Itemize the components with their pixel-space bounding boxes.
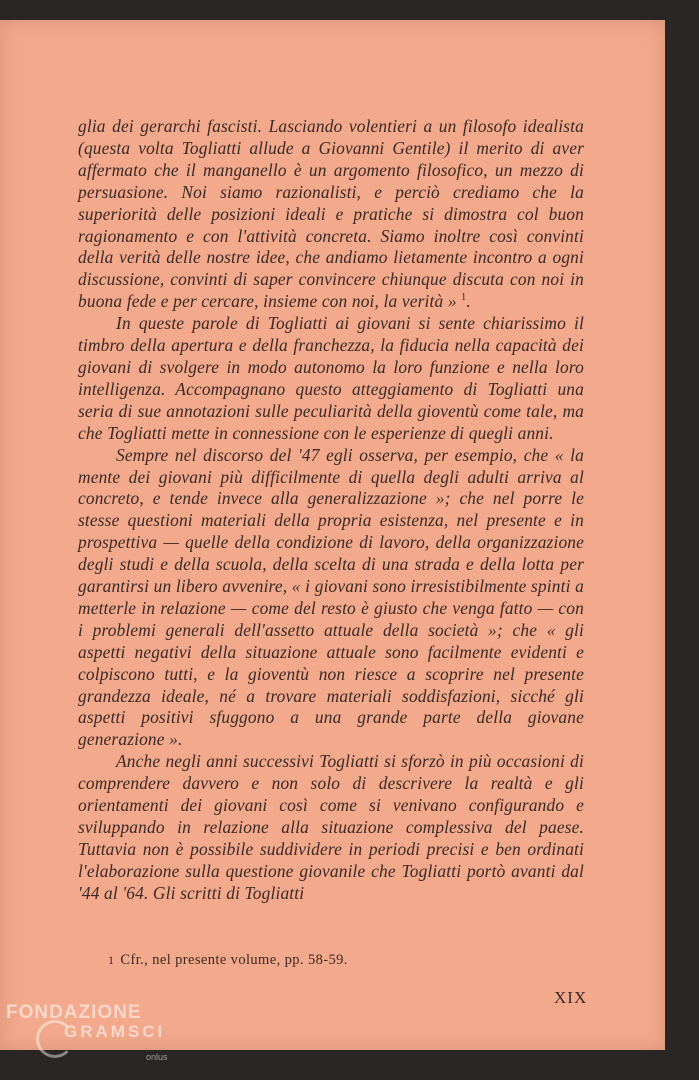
book-page xyxy=(0,20,665,1050)
page-number: XIX xyxy=(554,988,588,1007)
watermark-suffix: onlus xyxy=(146,1052,168,1062)
footnote xyxy=(108,952,588,969)
footnote-number: 1 xyxy=(108,953,115,967)
paragraph-1: glia dei gerarchi fascisti. Lasciando volentieri a un filosofo idealista (questa volta Togliatti allude a Giovanni Gentile) il merito di aver affermato che il manganello è un argomento filosofico, un mezzo di persuasione. Noi siamo razionalisti, e perciò crediamo che la superiorità delle posizioni ideali e pratiche si dimostra col buon ragionamento e con l'attività concreta. Siamo inoltre così convinti della verità delle nostre idee, che andiamo lietamente incontro a ogni discussione, convinti di saper convincere chiunque discuta con noi in buona fede e per cercare, insieme con noi, la verità » $^1$. xyxy=(78,116,584,312)
paragraph-3: Sempre nel discorso del '47 egli osserva, per esempio, che « la mente dei giovani più difficilmente di quella degli adulti arriva al concreto, e tende invece alla generalizzazione »; che nel porre le stesse questioni materiali della propria esistenza, nel presente e in prospettiva — quelle della condizione di lavoro, della organizzazione degli studi e della scuola, della scelta di una strada e della lotta per garantirsi un libero avvenire, « i giovani sono irresistibilmente spinti a metterle in relazione — come del resto è giusto che venga fatto — con i problemi generali dell'assetto attuale della società »; che « gli aspetti negativi della situazione attuale sono facilmente evidenti e colpiscono tutti, e la gioventù non riesce a scoprire nel presente grandezza ideale, né a trovare materiali soddisfazioni, sicché gli aspetti positivi sfuggono a una grande parte della giovane generazione ». xyxy=(78,444,584,750)
footnote-text: Cfr., nel presente volume, pp. 58-59. xyxy=(120,952,348,968)
watermark-logo xyxy=(6,1002,168,1062)
watermark-line2: GRAMSCI xyxy=(64,1022,166,1041)
paragraph-4: Anche negli anni successivi Togliatti si sforzò in più occasioni di comprendere davvero e non solo di descrivere la realtà e gli orientamenti dei giovani così come si venivano configurando e sviluppando in relazione alla situazione complessiva del paese. Tuttavia non è possibile suddividere in periodi precisi e ben ordinati l'elaborazione sulla questione giovanile che Togliatti portò avanti dal '44 al '64. Gli scritti di Togliatti xyxy=(78,751,584,903)
gramsci-logo-icon xyxy=(36,1020,74,1058)
body-text xyxy=(78,116,584,905)
watermark-line1: FONDAZIONE xyxy=(6,1002,142,1023)
footnote-reference: 1 xyxy=(461,292,467,304)
paragraph-2: In queste parole di Togliatti ai giovani si sente chiarissimo il timbro della apertura e della franchezza, la fiducia nella capacità dei giovani di svolgere in modo autonomo la loro funzione e nella loro intelligenza. Accompagnano questo atteggiamento di Togliatti una seria di sue annotazioni sulle peculiarità della gioventù come tale, ma che Togliatti mette in connessione con le esperienze di quegli anni. xyxy=(78,313,584,443)
